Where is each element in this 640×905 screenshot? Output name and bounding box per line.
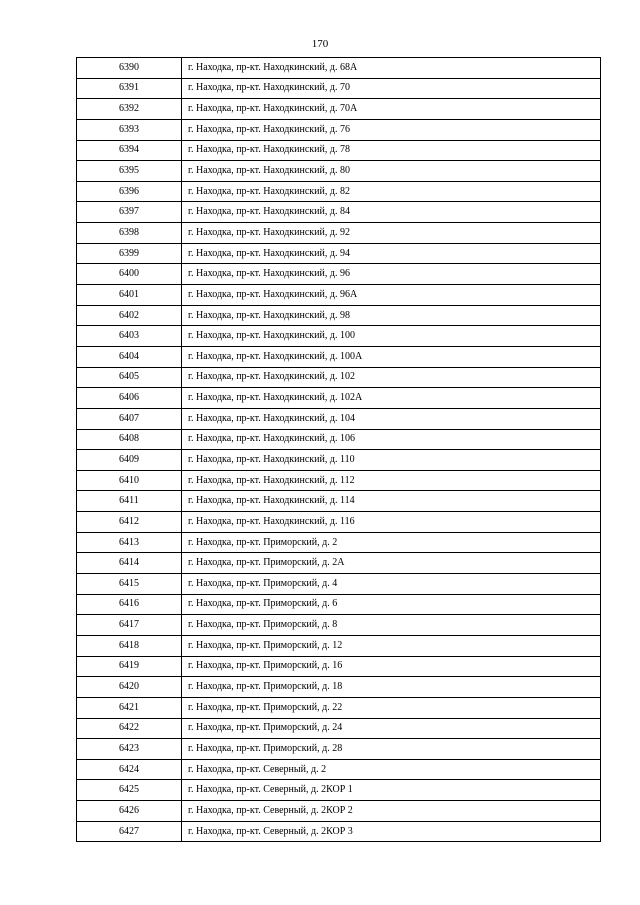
table-row <box>77 635 601 656</box>
address-cell: г. Находка, пр-кт. Находкинский, д. 70 <box>182 78 601 99</box>
row-number-cell: 6413 <box>77 532 182 553</box>
address-cell: г. Находка, пр-кт. Приморский, д. 22 <box>182 697 601 718</box>
row-number-cell: 6418 <box>77 635 182 656</box>
address-cell: г. Находка, пр-кт. Находкинский, д. 104 <box>182 408 601 429</box>
table-row <box>77 470 601 491</box>
table-row <box>77 223 601 244</box>
table-row <box>77 58 601 79</box>
row-number-cell: 6393 <box>77 119 182 140</box>
row-number-cell: 6396 <box>77 181 182 202</box>
address-cell: г. Находка, пр-кт. Находкинский, д. 102А <box>182 388 601 409</box>
address-cell: г. Находка, пр-кт. Находкинский, д. 106 <box>182 429 601 450</box>
address-cell: г. Находка, пр-кт. Приморский, д. 24 <box>182 718 601 739</box>
table-row <box>77 326 601 347</box>
address-cell: г. Находка, пр-кт. Находкинский, д. 70А <box>182 99 601 120</box>
row-number-cell: 6424 <box>77 759 182 780</box>
table-row <box>77 202 601 223</box>
table-row <box>77 243 601 264</box>
row-number-cell: 6415 <box>77 574 182 595</box>
table-row <box>77 408 601 429</box>
address-cell: г. Находка, пр-кт. Находкинский, д. 96 <box>182 264 601 285</box>
row-number-cell: 6411 <box>77 491 182 512</box>
table-row <box>77 532 601 553</box>
row-number-cell: 6405 <box>77 367 182 388</box>
row-number-cell: 6409 <box>77 450 182 471</box>
row-number-cell: 6400 <box>77 264 182 285</box>
row-number-cell: 6391 <box>77 78 182 99</box>
page-number: 170 <box>311 38 329 50</box>
table-row <box>77 305 601 326</box>
row-number-cell: 6406 <box>77 388 182 409</box>
row-number-cell: 6427 <box>77 821 182 842</box>
table-row <box>77 615 601 636</box>
row-number-cell: 6399 <box>77 243 182 264</box>
address-cell: г. Находка, пр-кт. Находкинский, д. 80 <box>182 161 601 182</box>
address-cell: г. Находка, пр-кт. Находкинский, д. 98 <box>182 305 601 326</box>
row-number-cell: 6420 <box>77 677 182 698</box>
address-cell: г. Находка, пр-кт. Находкинский, д. 96А <box>182 285 601 306</box>
table-row <box>77 161 601 182</box>
table-row <box>77 264 601 285</box>
address-cell: г. Находка, пр-кт. Находкинский, д. 116 <box>182 512 601 533</box>
table-row <box>77 367 601 388</box>
row-number-cell: 6414 <box>77 553 182 574</box>
row-number-cell: 6425 <box>77 780 182 801</box>
table-row <box>77 429 601 450</box>
row-number-cell: 6404 <box>77 346 182 367</box>
address-table-body <box>77 58 601 842</box>
address-cell: г. Находка, пр-кт. Приморский, д. 8 <box>182 615 601 636</box>
row-number-cell: 6421 <box>77 697 182 718</box>
row-number-cell: 6398 <box>77 223 182 244</box>
table-row <box>77 491 601 512</box>
address-cell: г. Находка, пр-кт. Приморский, д. 6 <box>182 594 601 615</box>
table-row <box>77 677 601 698</box>
address-cell: г. Находка, пр-кт. Приморский, д. 2 <box>182 532 601 553</box>
address-cell: г. Находка, пр-кт. Находкинский, д. 100А <box>182 346 601 367</box>
address-cell: г. Находка, пр-кт. Приморский, д. 28 <box>182 739 601 760</box>
address-cell: г. Находка, пр-кт. Находкинский, д. 114 <box>182 491 601 512</box>
address-cell: г. Находка, пр-кт. Находкинский, д. 68А <box>182 58 601 79</box>
address-cell: г. Находка, пр-кт. Находкинский, д. 94 <box>182 243 601 264</box>
table-row <box>77 388 601 409</box>
table-row <box>77 140 601 161</box>
address-cell: г. Находка, пр-кт. Находкинский, д. 92 <box>182 223 601 244</box>
table-row <box>77 181 601 202</box>
row-number-cell: 6408 <box>77 429 182 450</box>
table-row <box>77 821 601 842</box>
table-row <box>77 450 601 471</box>
row-number-cell: 6412 <box>77 512 182 533</box>
table-row <box>77 759 601 780</box>
table-row <box>77 780 601 801</box>
address-cell: г. Находка, пр-кт. Приморский, д. 2А <box>182 553 601 574</box>
row-number-cell: 6395 <box>77 161 182 182</box>
row-number-cell: 6422 <box>77 718 182 739</box>
table-row <box>77 285 601 306</box>
table-row <box>77 119 601 140</box>
row-number-cell: 6402 <box>77 305 182 326</box>
row-number-cell: 6403 <box>77 326 182 347</box>
table-row <box>77 739 601 760</box>
table-row <box>77 594 601 615</box>
address-cell: г. Находка, пр-кт. Находкинский, д. 84 <box>182 202 601 223</box>
table-row <box>77 801 601 822</box>
table-row <box>77 553 601 574</box>
table-row <box>77 697 601 718</box>
address-table <box>76 57 601 842</box>
table-row <box>77 656 601 677</box>
address-cell: г. Находка, пр-кт. Северный, д. 2КОР 3 <box>182 821 601 842</box>
address-cell: г. Находка, пр-кт. Приморский, д. 12 <box>182 635 601 656</box>
row-number-cell: 6397 <box>77 202 182 223</box>
address-cell: г. Находка, пр-кт. Приморский, д. 18 <box>182 677 601 698</box>
address-cell: г. Находка, пр-кт. Находкинский, д. 112 <box>182 470 601 491</box>
address-cell: г. Находка, пр-кт. Приморский, д. 4 <box>182 574 601 595</box>
row-number-cell: 6423 <box>77 739 182 760</box>
address-cell: г. Находка, пр-кт. Приморский, д. 16 <box>182 656 601 677</box>
table-row <box>77 346 601 367</box>
address-cell: г. Находка, пр-кт. Находкинский, д. 100 <box>182 326 601 347</box>
row-number-cell: 6416 <box>77 594 182 615</box>
table-row <box>77 718 601 739</box>
address-cell: г. Находка, пр-кт. Северный, д. 2КОР 2 <box>182 801 601 822</box>
table-row <box>77 512 601 533</box>
row-number-cell: 6407 <box>77 408 182 429</box>
address-cell: г. Находка, пр-кт. Северный, д. 2 <box>182 759 601 780</box>
address-cell: г. Находка, пр-кт. Находкинский, д. 82 <box>182 181 601 202</box>
table-row <box>77 99 601 120</box>
row-number-cell: 6426 <box>77 801 182 822</box>
table-row <box>77 78 601 99</box>
row-number-cell: 6390 <box>77 58 182 79</box>
address-cell: г. Находка, пр-кт. Северный, д. 2КОР 1 <box>182 780 601 801</box>
address-cell: г. Находка, пр-кт. Находкинский, д. 78 <box>182 140 601 161</box>
address-cell: г. Находка, пр-кт. Находкинский, д. 110 <box>182 450 601 471</box>
table-row <box>77 574 601 595</box>
row-number-cell: 6417 <box>77 615 182 636</box>
row-number-cell: 6401 <box>77 285 182 306</box>
address-cell: г. Находка, пр-кт. Находкинский, д. 76 <box>182 119 601 140</box>
row-number-cell: 6394 <box>77 140 182 161</box>
row-number-cell: 6392 <box>77 99 182 120</box>
address-cell: г. Находка, пр-кт. Находкинский, д. 102 <box>182 367 601 388</box>
row-number-cell: 6410 <box>77 470 182 491</box>
row-number-cell: 6419 <box>77 656 182 677</box>
